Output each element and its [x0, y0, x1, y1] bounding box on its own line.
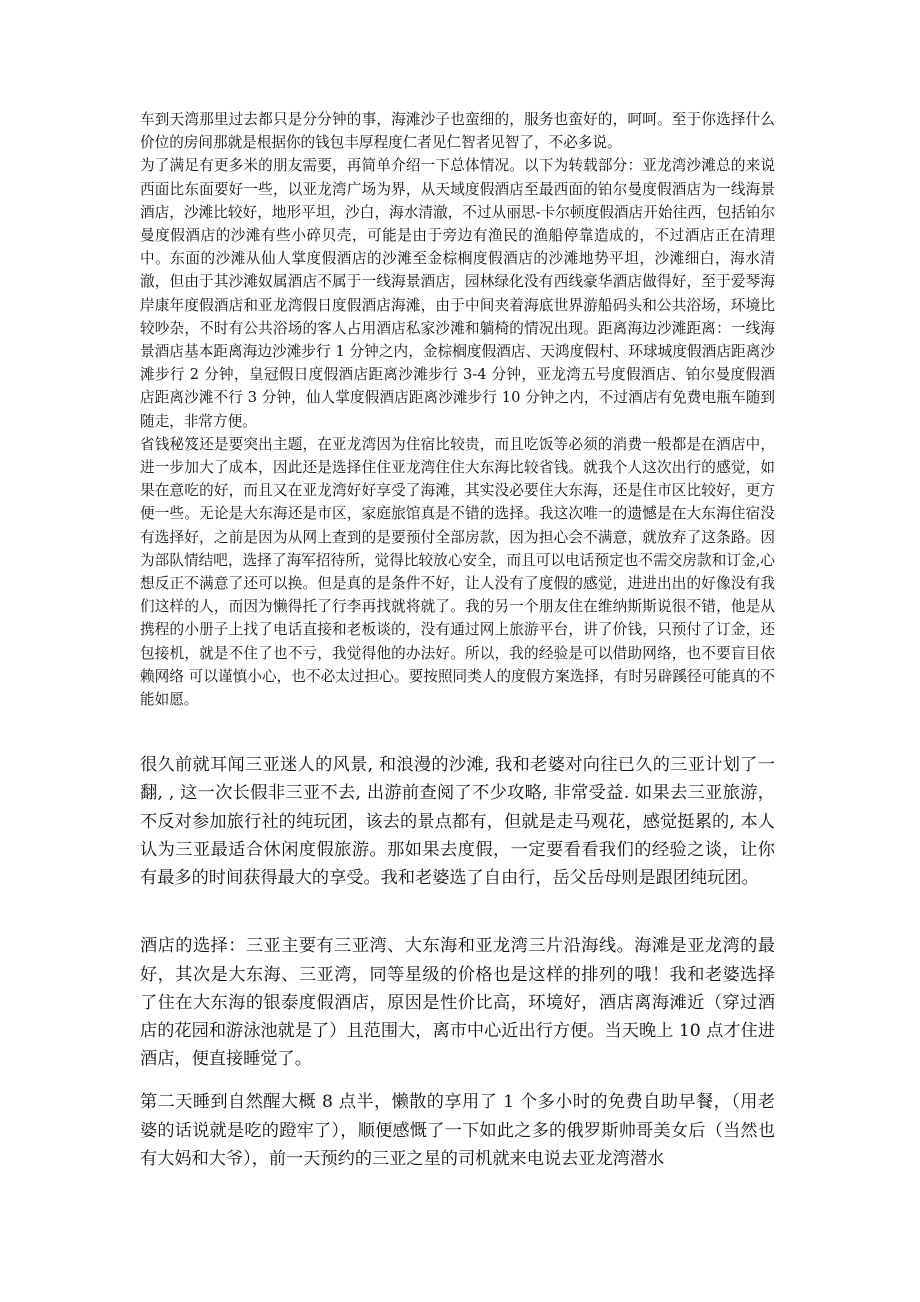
- paragraph-hotel-choice: 酒店的选择：三亚主要有三亚湾、大东海和亚龙湾三片沿海线。海滩是亚龙湾的最好，其次是大东海、三亚湾，同等星级的价格也是这样的排列的哦！我和老婆选择了住在大东海的银泰度假酒店，原因是性价比高，环境好，酒店离海滩近（穿过酒店的花园和游泳池就是了）且范围大，离市中心近出行方便。当天晚上 10 点才住进酒店，便直接睡觉了。: [140, 936, 775, 1070]
- document-page: [140, 108, 775, 1173]
- paragraph-day-two: 第二天睡到自然醒大概 8 点半，懒散的享用了 1 个多小时的免费自助早餐，（用老婆的话说就是吃的蹬牢了），顺便感慨了一下如此之多的俄罗斯帅哥美女后（当然也有大妈和大爷），前一天预约的三亚之星的司机就来电说去亚龙湾潜水: [140, 1092, 775, 1169]
- paragraph-money-saving-tips: 省钱秘笈还是要突出主题，在亚龙湾因为住宿比较贵，而且吃饭等必须的消费一般都是在酒店中，进一步加大了成本，因此还是选择住住亚龙湾住住大东海比较省钱。就我个人这次出行的感觉，如果在意吃的好，而且又在亚龙湾好好享受了海滩，其实没必要住大东海，还是住市区比较好，更方便一些。无论是大东海还是市区，家庭旅馆真是不错的选择。我这次唯一的遗憾是在大东海住宿没有选择好，之前是因为从网上查到的是要预付全部房款，因为担心会不满意，就放弃了这条路。因为部队情结吧，选择了海军招待所，觉得比较放心安全，而且可以电话预定也不需交房款和订金,心想反正不满意了还可以换。但是真的是条件不好，让人没有了度假的感觉，进进出出的好像没有我们这样的人，而因为懒得托了行李再找就将就了。我的另一个朋友住在维纳斯斯说很不错，他是从携程的小册子上找了电话直接和老板谈的，没有通过网上旅游平台，讲了价钱，只预付了订金，还包接机，就是不住了也不亏，我觉得他的办法好。所以，我的经验是可以借助网络，也不要盲目依赖网络 可以谨慎小心，也不必太过担心。要按照同类人的度假方案选择，有时另辟蹊径可能真的不能如愿。: [140, 435, 775, 709]
- paragraph-trip-intro: 很久前就耳闻三亚迷人的风景, 和浪漫的沙滩, 我和老婆对向往已久的三亚计划了一翻, , 这一次长假非三亚不去, 出游前查阅了不少攻略, 非常受益. 如果去三亚旅游，不反对参加旅行社的纯玩团，该去的景点都有，但就是走马观花，感觉挺累的, 本人认为三亚最适合休闲度假旅游。那如果去度假，一定要看看我们的经验之谈，让你有最多的时间获得最大的享受。我和老婆选了自由行，岳父岳母则是跟团纯玩团。: [140, 755, 775, 889]
- paragraph-yalong-bay-overview: 为了满足有更多米的朋友需要，再简单介绍一下总体情况。以下为转载部分：亚龙湾沙滩总的来说西面比东面要好一些，以亚龙湾广场为界，从天域度假酒店至最西面的铂尔曼度假酒店为一线海景酒店，沙滩比较好，地形平坦，沙白，海水清澈，不过从丽思-卡尔顿度假酒店开始往西，包括铂尔曼度假酒店的沙滩有些小碎贝壳，可能是由于旁边有渔民的渔船停靠造成的，不过酒店正在清理中。东面的沙滩从仙人掌度假酒店的沙滩至金棕榈度假酒店的沙滩地势平坦，沙滩细白，海水清澈，但由于其沙滩奴属酒店不属于一线海景酒店，园林绿化没有西线豪华酒店做得好，至于爱琴海岸康年度假酒店和亚龙湾假日度假酒店海滩，由于中间夹着海底世界游船码头和公共浴场，环境比较吵杂，不时有公共浴场的客人占用酒店私家沙滩和躺椅的情况出现。距离海边沙滩距离：一线海景酒店基本距离海边沙滩步行 1 分钟之内，金棕榈度假酒店、天鸿度假村、环球城度假酒店距离沙滩步行 2 分钟，皇冠假日度假酒店距离沙滩步行 3-4 分钟，亚龙湾五号度假酒店、铂尔曼度假酒店距离沙滩不行 3 分钟，仙人掌度假酒店距离沙滩步行 10 分钟之内，不过酒店有免费电瓶车随到随走，非常方便。: [140, 157, 775, 430]
- paragraph-hotel-beach-intro: 车到天湾那里过去都只是分分钟的事，海滩沙子也蛮细的，服务也蛮好的，呵呵。至于你选择什么价位的房间那就是根据你的钱包丰厚程度仁者见仁智者见智了，不必多说。: [140, 111, 775, 152]
